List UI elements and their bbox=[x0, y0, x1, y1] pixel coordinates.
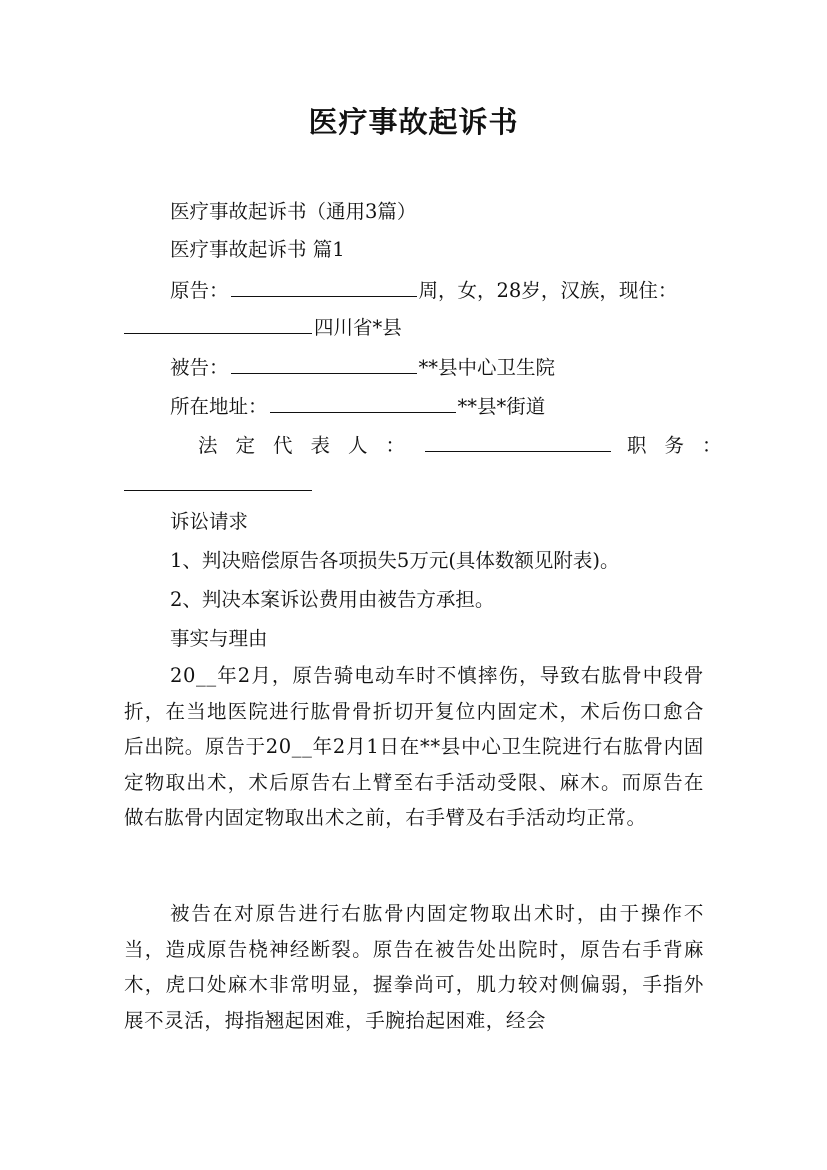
legal-rep-label: 法定代表人： bbox=[198, 434, 424, 457]
plaintiff-line bbox=[170, 277, 677, 303]
claim-2: 2、判决本案诉讼费用由被告方承担。 bbox=[170, 588, 495, 611]
address-blank bbox=[270, 393, 456, 413]
section-heading: 医疗事故起诉书 篇1 bbox=[170, 238, 345, 261]
facts-paragraph-1: 20__年2月，原告骑电动车时不慎摔伤，导致右肱骨中段骨折，在当地医院进行肱骨骨折切开复位内固定术，术后伤口愈合后出院。原告于20__年2月1日在**县中心卫生院进行右肱骨内固定物取出术，术后原告右上臂至右手活动受限、麻木。而原告在做右肱骨内固定物取出术之前，右手臂及右手活动均正常。 bbox=[124, 664, 704, 830]
position-label: 职务： bbox=[627, 434, 740, 457]
plaintiff-info: 周，女，28岁，汉族，现住： bbox=[418, 279, 678, 302]
plaintiff-address-blank bbox=[124, 314, 312, 334]
address-line bbox=[170, 393, 545, 419]
plaintiff-name-blank bbox=[231, 277, 417, 297]
legal-rep-blank bbox=[425, 432, 611, 452]
legal-rep-line bbox=[198, 432, 740, 458]
facts-paragraph-2: 被告在对原告进行右肱骨内固定物取出术时，由于操作不当，造成原告桡神经断裂。原告在被告处出院时，原告右手背麻木，虎口处麻木非常明显，握拳尚可，肌力较对侧偏弱，手指外展不灵活，拇指翘起困难，手腕抬起困难，经会 bbox=[124, 902, 704, 1032]
defendant-name: **县中心卫生院 bbox=[418, 356, 556, 379]
plaintiff-address-line bbox=[124, 314, 402, 340]
plaintiff-label: 原告： bbox=[170, 279, 229, 302]
defendant-line bbox=[170, 354, 555, 380]
plaintiff-address: 四川省*县 bbox=[314, 316, 402, 339]
address-label: 所在地址： bbox=[170, 395, 268, 418]
defendant-label: 被告： bbox=[170, 356, 229, 379]
document-subtitle: 医疗事故起诉书（通用3篇） bbox=[170, 200, 417, 223]
address-value: **县*街道 bbox=[457, 395, 546, 418]
defendant-blank bbox=[231, 354, 417, 374]
facts-heading: 事实与理由 bbox=[170, 627, 268, 650]
position-blank-line bbox=[124, 471, 314, 497]
claims-heading: 诉讼请求 bbox=[170, 510, 249, 533]
position-blank bbox=[124, 471, 312, 491]
document-title: 医疗事故起诉书 bbox=[308, 105, 519, 139]
claim-1: 1、判决赔偿原告各项损失5万元(具体数额见附表)。 bbox=[170, 549, 620, 572]
